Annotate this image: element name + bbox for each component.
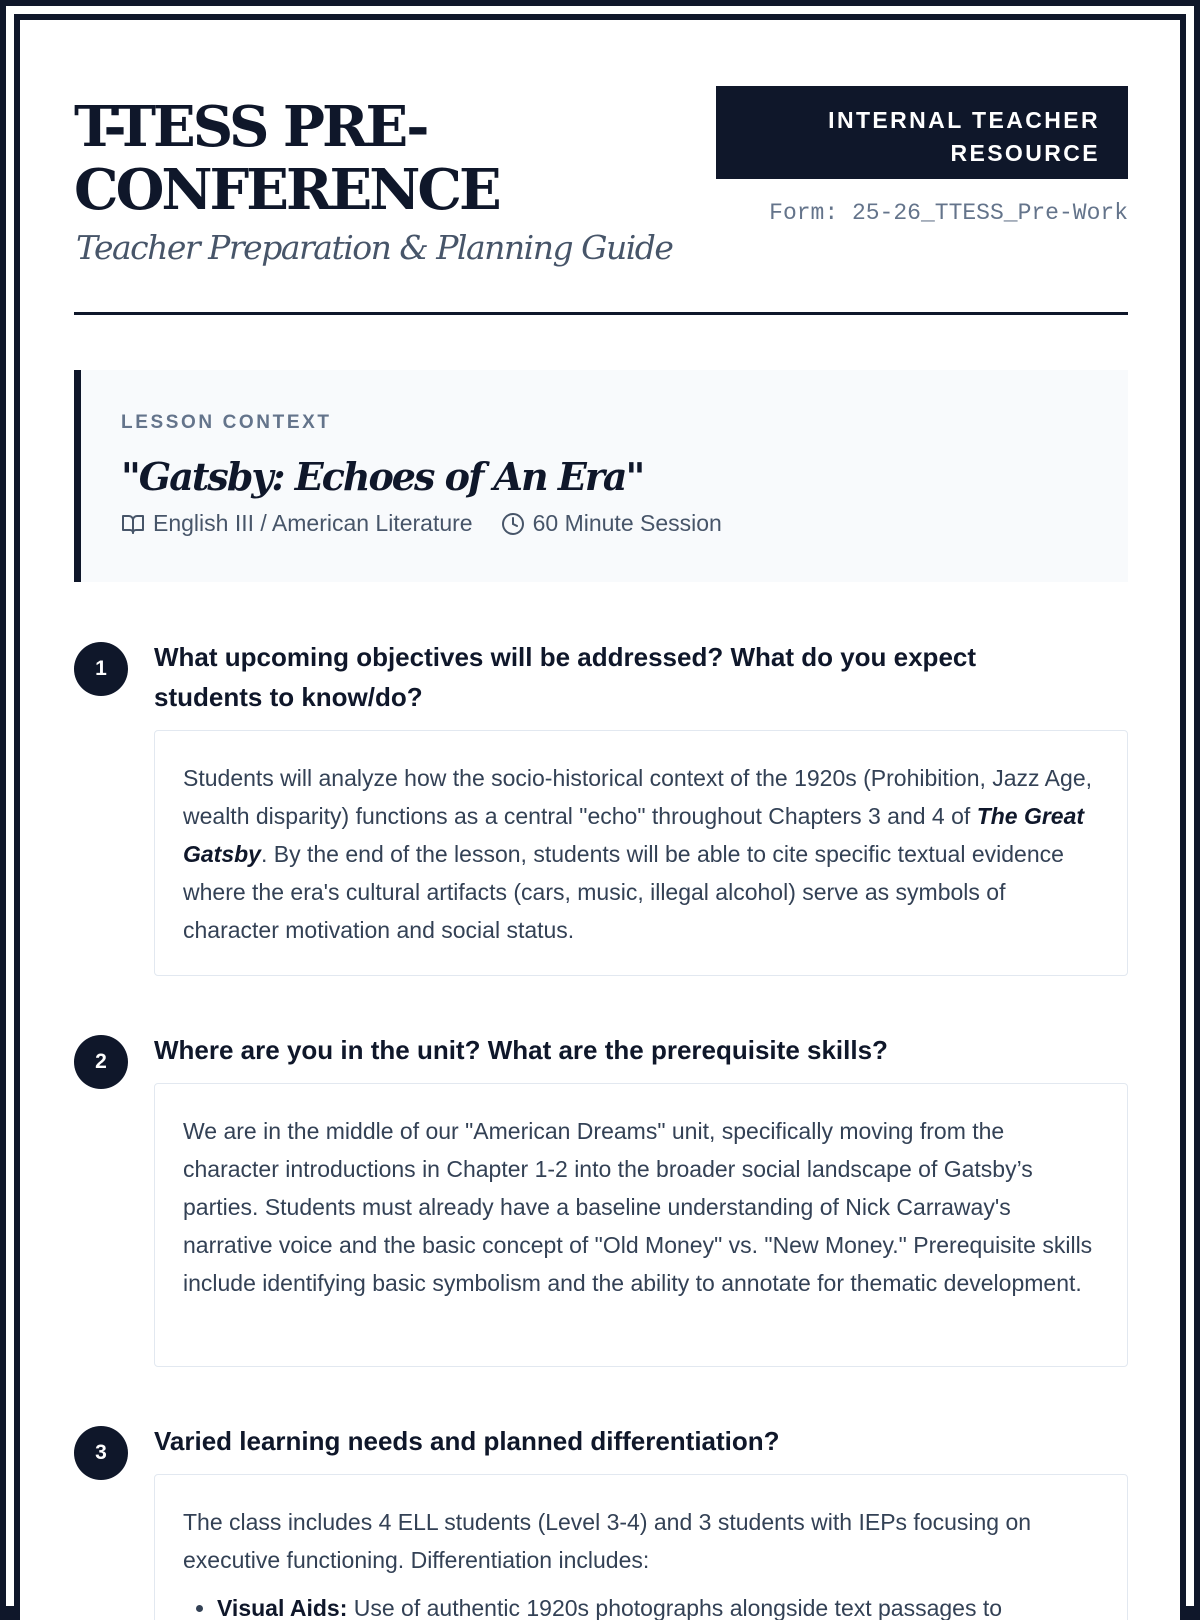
document-content bbox=[74, 72, 1128, 1620]
answer-text: The class includes 4 ELL students (Level 3-4) and 3 students with IEPs focusing on executive functioning. Differentiation includes: bbox=[183, 1509, 1032, 1573]
outer-frame bbox=[6, 6, 1194, 1620]
lesson-title: "Gatsby: Echoes of An Era" bbox=[121, 454, 644, 499]
question-number-badge: 1 bbox=[74, 642, 128, 696]
list-item-text: Use of authentic 1920s photographs alongside text passages to bbox=[347, 1595, 1003, 1620]
document-subtitle: Teacher Preparation & Planning Guide bbox=[76, 228, 673, 267]
answer-text: We are in the middle of our "American Dreams" unit, specifically moving from the character introductions in Chapter 1-2 into the broader social landscape of Gatsby’s parties. Students must already have a baseline understanding of Nick Carraway's narrative voice and the basic concept of "Old Money" vs. "New Money." Prerequisite skills include identifying basic symbolism and the ability to annotate for thematic development. bbox=[183, 1118, 1093, 1296]
question-number-badge: 3 bbox=[74, 1426, 128, 1480]
book-icon bbox=[121, 512, 145, 536]
document-page bbox=[20, 20, 1180, 1620]
question-heading: Varied learning needs and planned differentiation? bbox=[154, 1426, 780, 1456]
inner-frame bbox=[14, 14, 1186, 1620]
internal-resource-badge: INTERNAL TEACHER RESOURCE bbox=[716, 86, 1128, 179]
answer-text-part: Students will analyze how the socio-historical context of the 1920s (Prohibition, Jazz Age, wealth disparity) functions as a central "echo" throughout Chapters 3 and 4 of bbox=[183, 765, 1092, 829]
list-item bbox=[217, 1589, 1099, 1620]
question-heading: Where are you in the unit? What are the prerequisite skills? bbox=[154, 1035, 888, 1065]
question-heading: What upcoming objectives will be addressed? What do you expect students to know/do? bbox=[154, 642, 977, 712]
differentiation-list bbox=[183, 1589, 1099, 1620]
duration-meta bbox=[501, 510, 722, 537]
answer-box bbox=[154, 1474, 1128, 1620]
book-title-emphasis: The Great Gatsby bbox=[183, 803, 1085, 867]
question-number-badge: 2 bbox=[74, 1035, 128, 1089]
lesson-meta bbox=[121, 510, 722, 537]
answer-box bbox=[154, 1083, 1128, 1367]
course-name: English III / American Literature bbox=[153, 510, 473, 536]
answer-text-part: . By the end of the lesson, students will be able to cite specific textual evidence where the era's cultural artifacts (cars, music, illegal alcohol) serve as symbols of character motivation and social status. bbox=[183, 841, 1064, 943]
clock-icon bbox=[501, 512, 525, 536]
header-divider bbox=[74, 312, 1128, 315]
document-title: T-TESS PRE-CONFERENCE bbox=[74, 94, 499, 223]
list-item-label: Visual Aids: bbox=[217, 1595, 348, 1620]
answer-text bbox=[183, 759, 1099, 949]
form-id: Form: 25-26_TTESS_Pre-Work bbox=[769, 200, 1128, 226]
course-meta bbox=[121, 510, 473, 537]
answer-box bbox=[154, 730, 1128, 976]
lesson-context-label: LESSON CONTEXT bbox=[121, 412, 332, 433]
document-header bbox=[74, 72, 1128, 317]
session-duration: 60 Minute Session bbox=[532, 510, 722, 536]
lesson-context-panel bbox=[74, 370, 1128, 582]
